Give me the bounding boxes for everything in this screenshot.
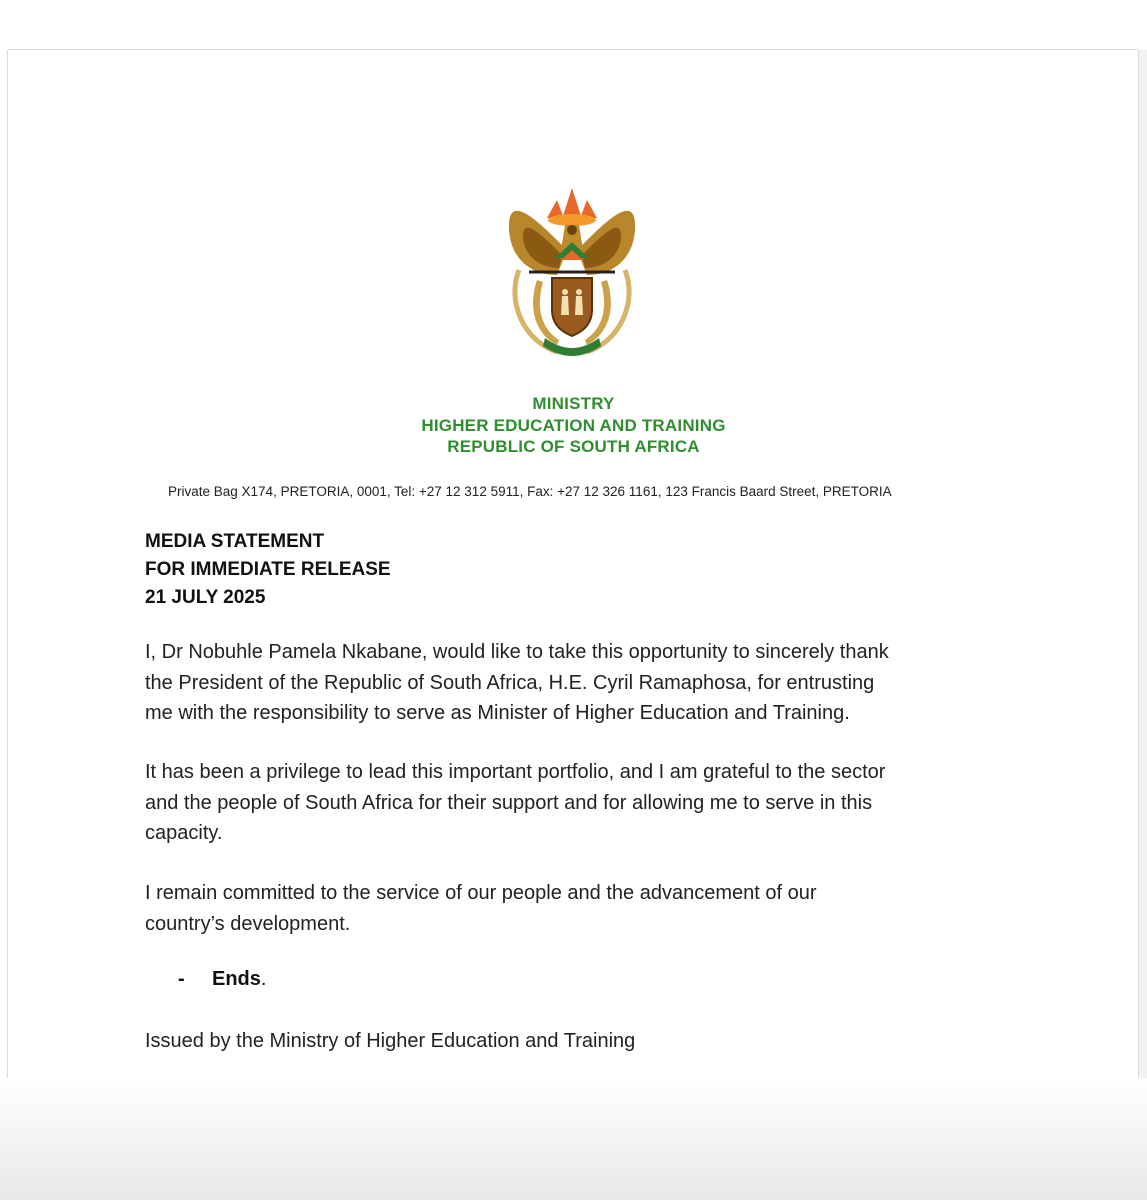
ends-dash: - xyxy=(178,968,185,990)
coat-of-arms-logo xyxy=(497,180,647,360)
ends-label: Ends xyxy=(212,968,261,990)
letterhead-country: REPUBLIC OF SOUTH AFRICA xyxy=(447,437,700,456)
crest-shield xyxy=(552,278,592,336)
crest-bird-head xyxy=(567,225,577,235)
crest-figure-left-head xyxy=(562,289,568,295)
paragraph-line: and the people of South Africa for their support and for allowing me to serve in this xyxy=(145,791,873,814)
paragraph-line: I, Dr Nobuhle Pamela Nkabane, would like to take this opportunity to sincerely thank xyxy=(145,641,889,663)
statement-header xyxy=(145,528,391,612)
body-paragraph-3 xyxy=(145,878,1015,939)
paragraph-line: the President of the Republic of South Africa, H.E. Cyril Ramaphosa, for entrusting xyxy=(145,671,875,694)
crest-figure-right xyxy=(575,296,583,315)
paragraph-line: It has been a privilege to lead this important portfolio, and I am grateful to the sector xyxy=(145,761,886,783)
paragraph-line: I remain committed to the service of our people and the advancement of our xyxy=(145,882,817,904)
letterhead-address: Private Bag X174, PRETORIA, 0001, Tel: +27 12 312 5911, Fax: +27 12 326 1161, 123 Francis Baard Street, PRETORIA xyxy=(168,484,892,499)
crest-sun xyxy=(548,214,596,226)
body-paragraph-1 xyxy=(145,637,1015,729)
ends-period: . xyxy=(260,968,267,990)
paragraph-line: me with the responsibility to serve as Minister of Higher Education and Training. xyxy=(145,702,850,724)
statement-date: 21 JULY 2025 xyxy=(145,587,266,608)
statement-type: MEDIA STATEMENT xyxy=(145,531,325,552)
ministry-letterhead xyxy=(0,393,1147,458)
ends-marker xyxy=(178,968,266,991)
issued-by: Issued by the Ministry of Higher Education and Training xyxy=(145,1030,636,1052)
statement-release: FOR IMMEDIATE RELEASE xyxy=(145,559,391,580)
letterhead-department: HIGHER EDUCATION AND TRAINING xyxy=(421,415,726,435)
paragraph-line: country’s development. xyxy=(145,912,351,935)
crest-figure-left xyxy=(561,296,569,315)
crest-figure-right-head xyxy=(576,289,582,295)
page-bottom-shadow xyxy=(0,1078,1147,1200)
letterhead-ministry: MINISTRY xyxy=(532,394,615,413)
crest-sun-rays xyxy=(547,188,597,218)
scrollbar-track[interactable] xyxy=(1138,50,1147,1200)
body-paragraph-2 xyxy=(145,757,1015,849)
paragraph-line: capacity. xyxy=(145,822,223,844)
